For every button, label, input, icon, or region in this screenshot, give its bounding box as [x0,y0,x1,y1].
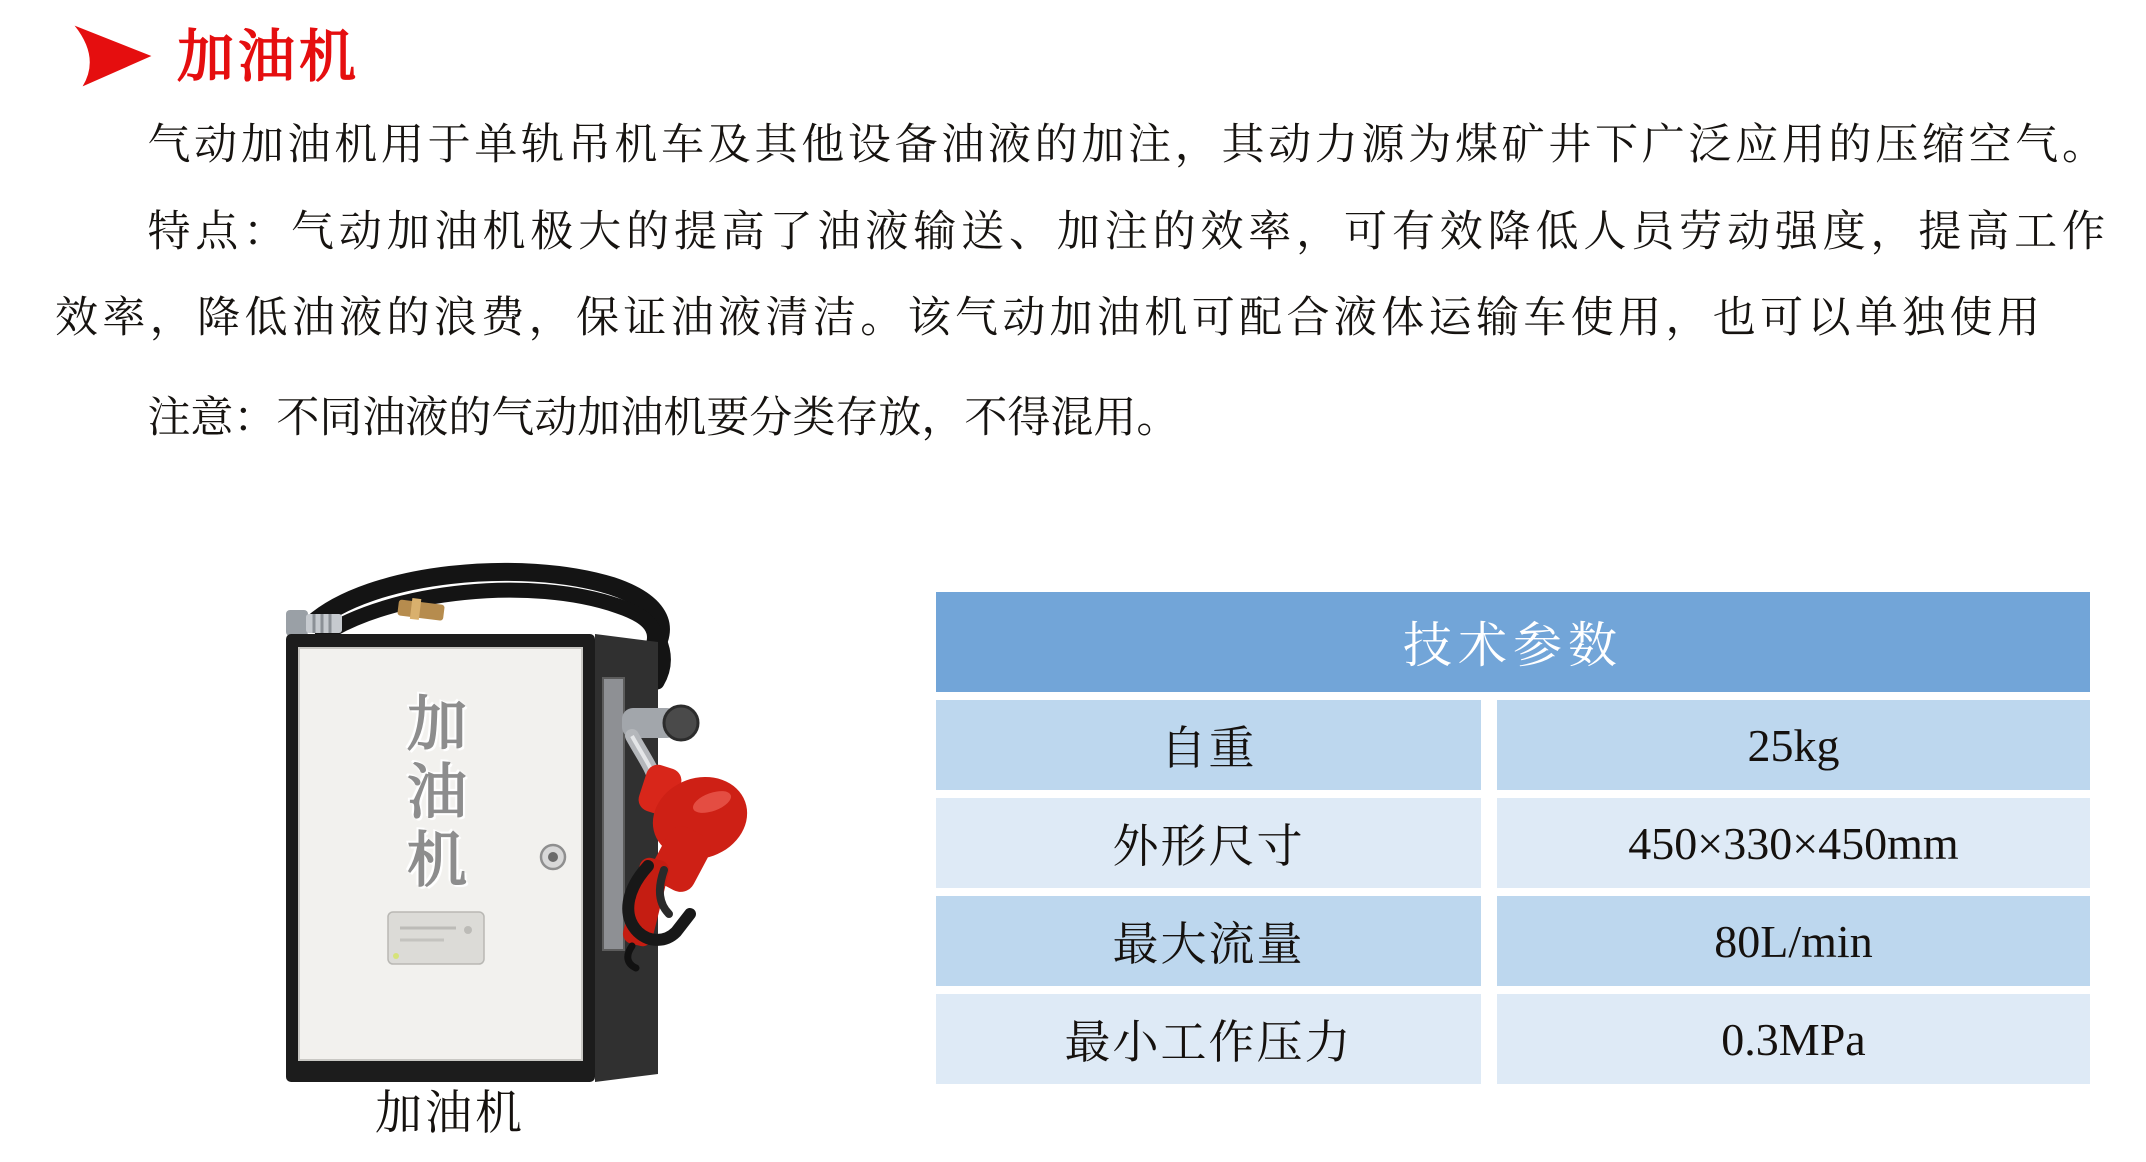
intro-line-4: 注意：不同油液的气动加油机要分类存放，不得混用。 [147,395,1180,442]
intro-line-2: 特点：气动加油机极大的提高了油液输送、加注的效率，可有效降低人员劳动强度，提高工作 [147,209,2105,256]
table-row [936,896,2090,986]
param-value: 450×330×450mm [1497,798,2090,888]
figure-caption: 加油机 [375,1088,525,1140]
table-row [936,994,2090,1084]
nozzle-holder-rail [603,678,624,950]
param-label: 外形尺寸 [936,798,1481,888]
param-value: 0.3MPa [1497,994,2090,1084]
table-row [936,798,2090,888]
param-label: 自重 [936,700,1481,790]
door-lock [541,845,565,869]
table-row [936,700,2090,790]
intro-line-1: 气动加油机用于单轨吊机车及其他设备油液的加注，其动力源为煤矿井下广泛应用的压缩空气。 [147,122,2105,169]
param-value: 25kg [1497,700,2090,790]
param-label: 最小工作压力 [936,994,1481,1084]
fuel-dispenser-image [260,560,840,1105]
red-arrow-icon [73,24,153,88]
param-value: 80L/min [1497,896,2090,986]
door-label-text: 加油机 [399,692,466,896]
tech-params-table [936,592,2090,1084]
section-title [73,24,360,88]
table-header: 技术参数 [936,592,2090,692]
intro-line-3: 效率，降低油液的浪费，保证油液清洁。该气动加油机可配合液体运输车使用，也可以单独使用 [55,295,2040,342]
param-label: 最大流量 [936,896,1481,986]
page-title: 加油机 [177,24,360,89]
